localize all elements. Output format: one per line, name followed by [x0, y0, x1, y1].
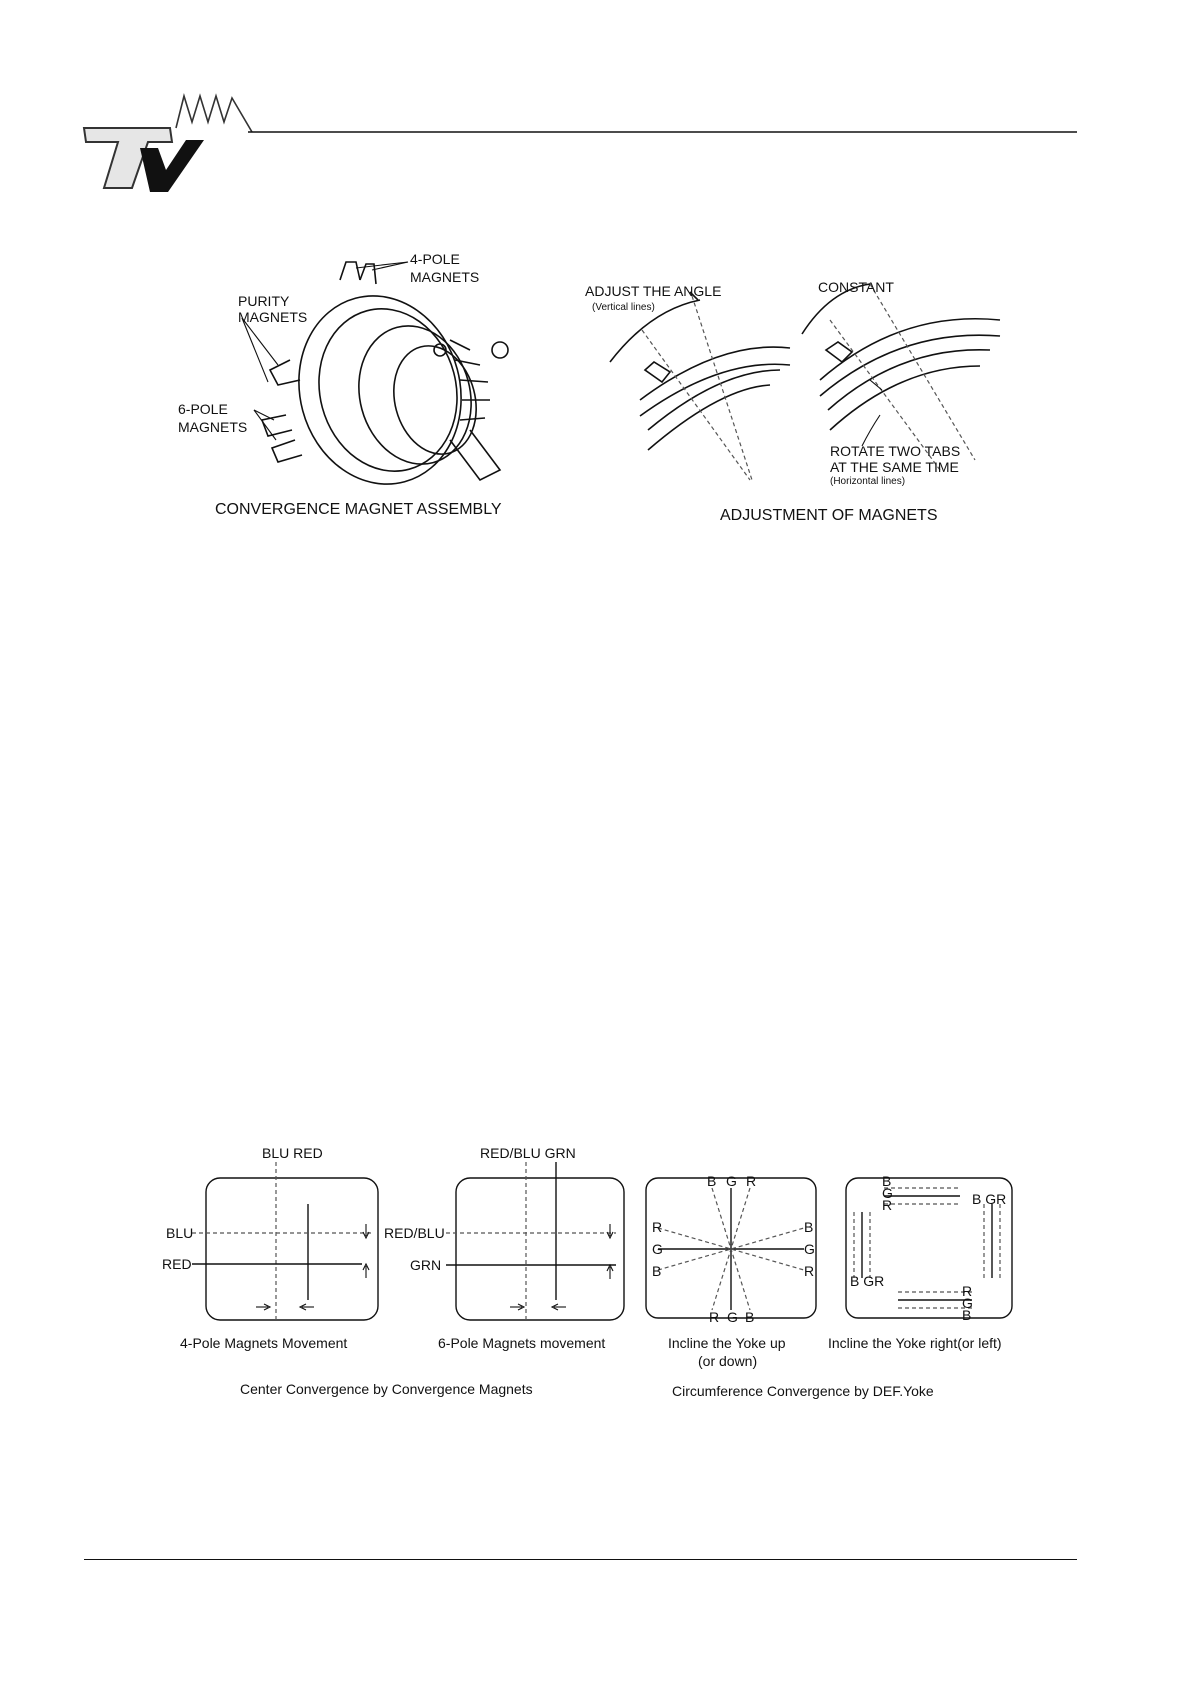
label-rotate-line1: ROTATE TWO TABS [830, 443, 961, 459]
panel4-top-b: B [882, 1173, 892, 1189]
panel1-label-red: RED [162, 1256, 192, 1272]
panel3-bottom-g: G [727, 1309, 738, 1325]
label-6-pole-line1: 6-POLE [178, 401, 228, 417]
panel4-bottom-r: R [962, 1283, 973, 1299]
figure-convergence-panels [150, 1140, 1050, 1420]
label-purity-line1: PURITY [238, 293, 290, 309]
label-adjust-the-angle: ADJUST THE ANGLE [585, 283, 722, 299]
panel-6-pole [384, 1145, 624, 1351]
convergence-drawing [150, 1140, 1050, 1420]
label-6-pole-line2: MAGNETS [178, 419, 248, 435]
panel2-label-red-blu: RED/BLU [384, 1225, 445, 1241]
panel2-caption: 6-Pole Magnets movement [438, 1335, 606, 1351]
panel4-top-r: R [882, 1197, 893, 1213]
footer-rule [84, 1559, 1077, 1560]
label-purity-line2: MAGNETS [238, 309, 308, 325]
panel4-bottom-g: G [962, 1295, 973, 1311]
panel3-bottom-b: B [745, 1309, 755, 1325]
label-4-pole-line2: MAGNETS [410, 269, 480, 285]
group-caption-circumference: Circumference Convergence by DEF.Yoke [672, 1383, 934, 1399]
panel3-caption-line2: (or down) [698, 1353, 758, 1369]
panel-4-pole [162, 1145, 378, 1351]
panel-yoke-right-left [828, 1173, 1012, 1351]
panel3-left-g: G [652, 1241, 663, 1257]
panel4-top-g: G [882, 1185, 893, 1201]
panel3-right-g: G [804, 1241, 815, 1257]
page-header [0, 0, 1191, 200]
label-vertical-lines: (Vertical lines) [592, 302, 655, 313]
panel3-right-r: R [804, 1263, 815, 1279]
label-constant: CONSTANT [818, 279, 894, 295]
panel2-top-labels: RED/BLU GRN [480, 1145, 576, 1161]
panel4-bottom-b: B [962, 1307, 972, 1323]
panel4-right-labels: B GR [972, 1191, 1007, 1207]
panel1-label-blu: BLU [166, 1225, 194, 1241]
panel3-bottom-r: R [709, 1309, 720, 1325]
panel2-label-grn: GRN [410, 1257, 442, 1273]
panel1-caption: 4-Pole Magnets Movement [180, 1335, 348, 1351]
panel3-left-b: B [652, 1263, 662, 1279]
panel3-caption-line1: Incline the Yoke up [668, 1335, 786, 1351]
panel3-top-r: R [746, 1173, 757, 1189]
panel4-caption: Incline the Yoke right(or left) [828, 1335, 1002, 1351]
label-horizontal-lines: (Horizontal lines) [830, 476, 906, 487]
panel4-left-labels: B GR [850, 1273, 885, 1289]
figure-magnet-assembly [150, 240, 550, 530]
adjustment-drawing [570, 270, 1010, 530]
tv-logo-icon [84, 96, 252, 192]
panel1-top-labels: BLU RED [262, 1145, 323, 1161]
label-4-pole-line1: 4-POLE [410, 251, 460, 267]
caption-magnet-assembly: CONVERGENCE MAGNET ASSEMBLY [215, 501, 502, 518]
panel-yoke-up-down [646, 1173, 816, 1369]
panel3-top-b: B [707, 1173, 717, 1189]
label-rotate-line2: AT THE SAME TIME [830, 459, 959, 475]
figure-adjustment-of-magnets [570, 270, 1010, 530]
caption-adjustment-of-magnets: ADJUSTMENT OF MAGNETS [720, 507, 938, 524]
magnet-assembly-drawing [150, 240, 550, 530]
panel3-right-b: B [804, 1219, 814, 1235]
header-graphics [0, 0, 1191, 200]
panel3-left-r: R [652, 1219, 663, 1235]
group-caption-center: Center Convergence by Convergence Magnets [240, 1381, 533, 1397]
panel3-top-g: G [726, 1173, 737, 1189]
